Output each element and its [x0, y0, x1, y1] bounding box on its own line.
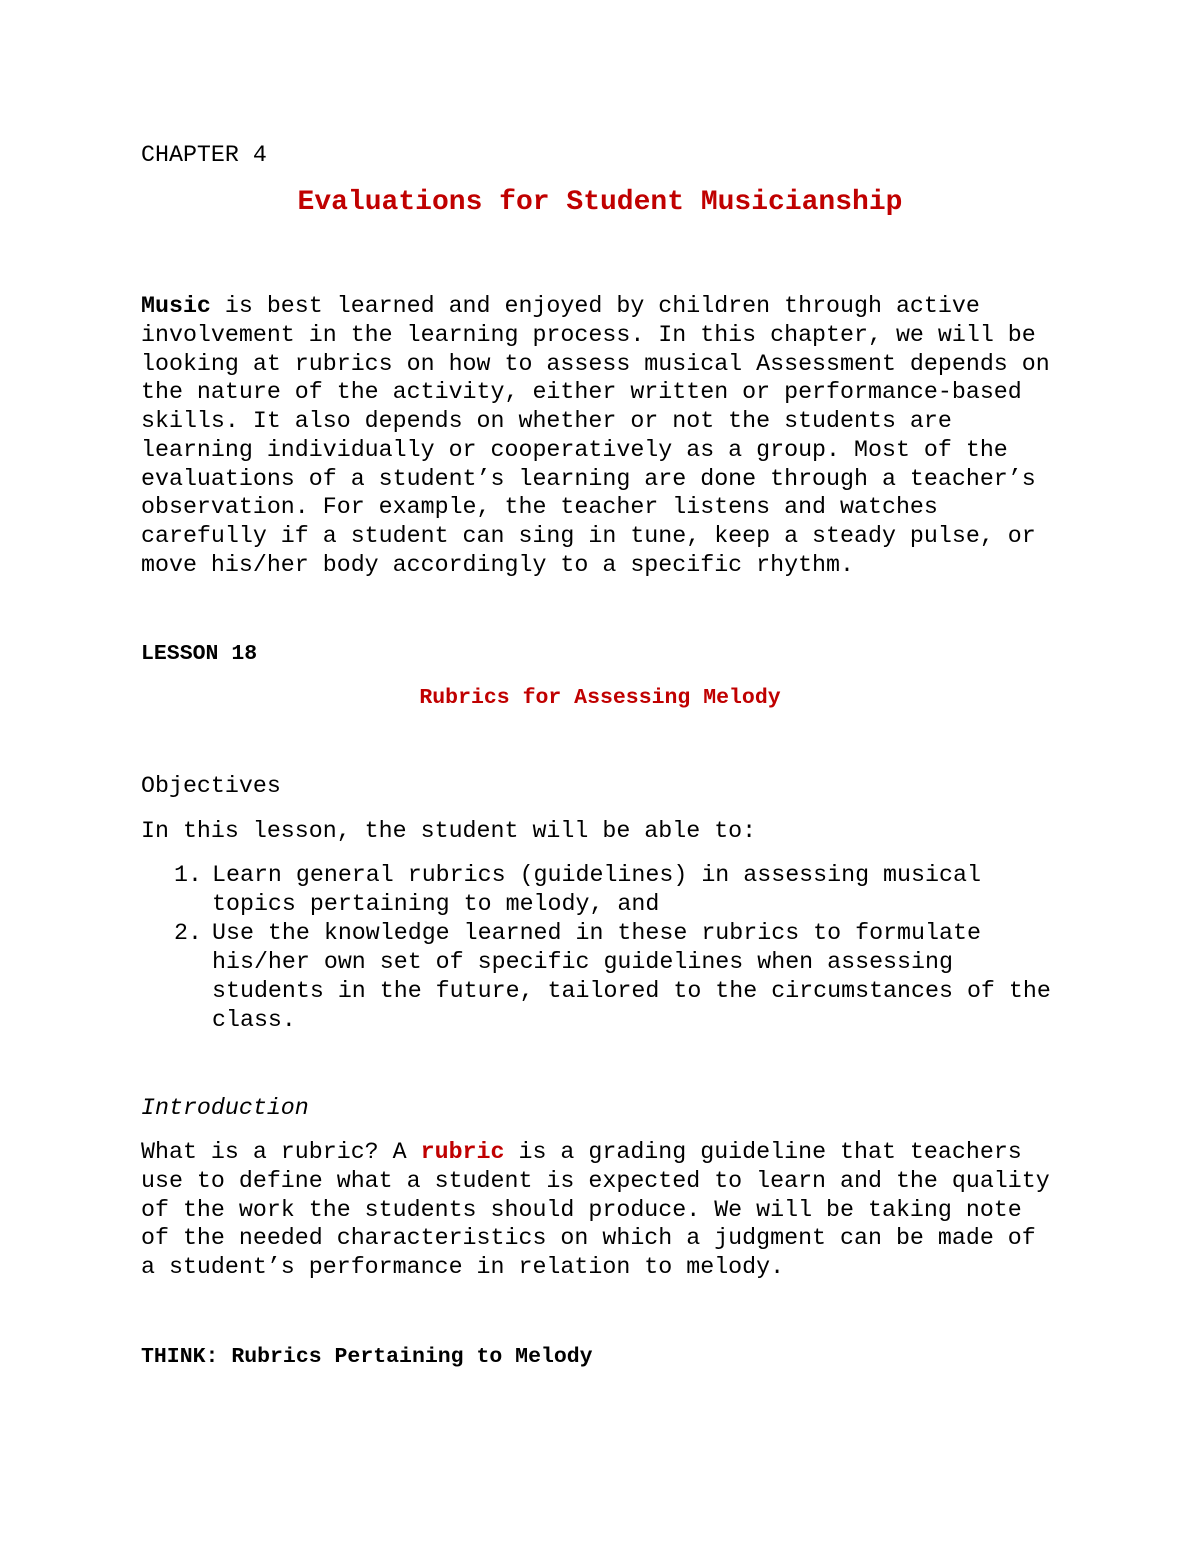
- introduction-line-1-post: is a grading guideline that teachers: [504, 1139, 1022, 1165]
- intro-line: skills. It also depends on whether or not the students are: [141, 408, 952, 434]
- objectives-intro: In this lesson, the student will be able to:: [141, 818, 757, 844]
- chapter-label: CHAPTER 4: [141, 142, 267, 168]
- lesson-title: Rubrics for Assessing Melody: [419, 686, 781, 710]
- introduction-line-1: [141, 1138, 1022, 1167]
- rubric-term: rubric: [420, 1139, 505, 1165]
- list-item-line: class.: [212, 1007, 296, 1033]
- introduction-line: of the needed characteristics on which a judgment can be made of: [141, 1225, 1036, 1251]
- intro-line: evaluations of a student’s learning are done through a teacher’s: [141, 466, 1036, 492]
- list-item-line: Learn general rubrics (guidelines) in assessing musical: [212, 862, 981, 888]
- intro-line: involvement in the learning process. In this chapter, we will be: [141, 322, 1036, 348]
- list-item-line: students in the future, tailored to the circumstances of the: [212, 978, 1051, 1004]
- intro-line: observation. For example, the teacher listens and watches: [141, 494, 938, 520]
- intro-line: the nature of the activity, either written or performance-based: [141, 379, 1022, 405]
- introduction-line: use to define what a student is expected to learn and the quality: [141, 1168, 1050, 1194]
- intro-line: looking at rubrics on how to assess musical Assessment depends on: [141, 351, 1050, 377]
- list-item-number: 2.: [174, 920, 202, 946]
- think-heading: THINK: Rubrics Pertaining to Melody: [141, 1345, 593, 1369]
- lesson-label: LESSON 18: [141, 642, 258, 666]
- list-item-number: 1.: [174, 862, 202, 888]
- intro-line: learning individually or cooperatively as a group. Most of the: [141, 437, 1008, 463]
- intro-line: carefully if a student can sing in tune, keep a steady pulse, or: [141, 523, 1036, 549]
- list-item-line: his/her own set of specific guidelines when assessing: [212, 949, 953, 975]
- intro-line-1-rest: is best learned and enjoyed by children through active: [210, 293, 980, 319]
- introduction-heading: Introduction: [141, 1095, 309, 1121]
- introduction-line: a student’s performance in relation to melody.: [141, 1254, 785, 1280]
- introduction-line: of the work the students should produce. We will be taking note: [141, 1197, 1022, 1223]
- chapter-title: Evaluations for Student Musicianship: [297, 187, 903, 218]
- intro-line: move his/her body accordingly to a specific rhythm.: [141, 552, 855, 578]
- intro-line-1: [141, 292, 980, 321]
- intro-lead-word: Music: [141, 293, 211, 319]
- list-item-line: topics pertaining to melody, and: [212, 891, 660, 917]
- introduction-line-1-pre: What is a rubric? A: [141, 1139, 421, 1165]
- list-item-line: Use the knowledge learned in these rubrics to formulate: [212, 920, 981, 946]
- objectives-heading: Objectives: [141, 773, 281, 799]
